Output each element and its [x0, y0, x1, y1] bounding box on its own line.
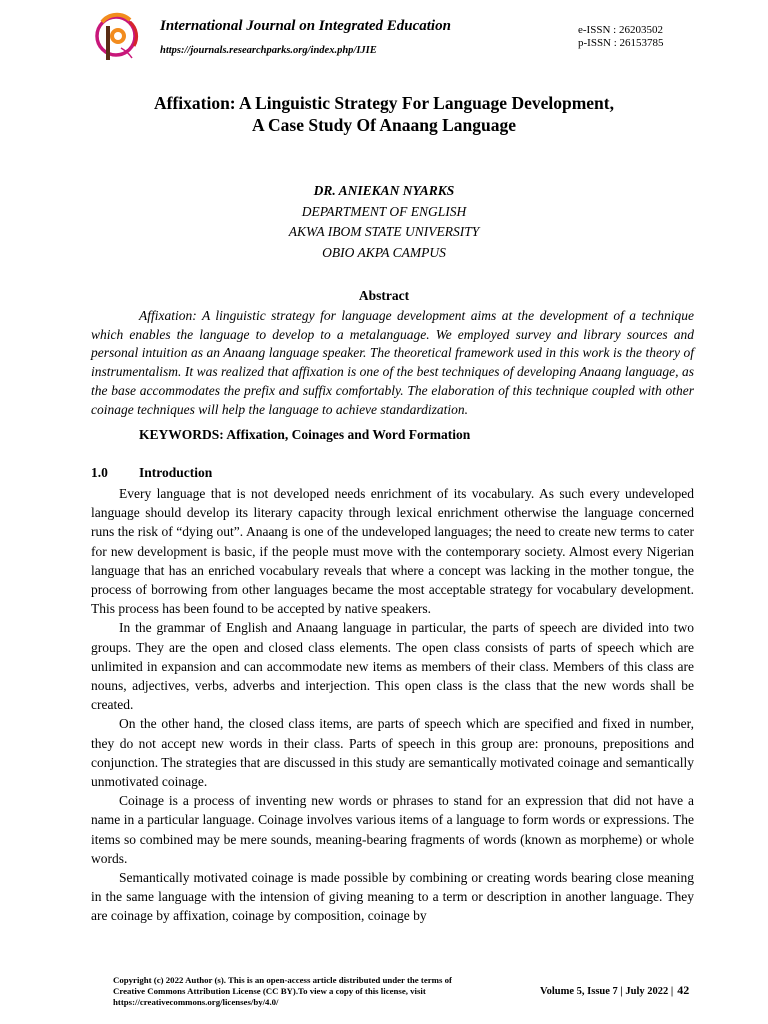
abstract-text: Affixation: A linguistic strategy for language development aims at the development of a technique which enables the language to develop to a metalanguage. We employed survey and library sources and personal intuition as an Anaang language speaker. The theoretical framework used in this work is the theory of instrumentalism. It was realized that affixation is one of the best techniques of developing Anaang language, as the base accommodates the prefix and suffix comfortably. The elaboration of this technique coupled with other coinage techniques will help the language to achieve standardization. — [91, 308, 694, 417]
volume-info: Volume 5, Issue 7 | July 2022 | — [540, 986, 674, 997]
issn-block — [578, 24, 664, 50]
e-issn: e-ISSN : 26203502 — [578, 24, 663, 36]
volume-info-block — [540, 983, 689, 998]
author-department: DEPARTMENT OF ENGLISH — [301, 203, 467, 219]
keywords: KEYWORDS: Affixation, Coinages and Word Formation — [139, 427, 471, 442]
author-university: AKWA IBOM STATE UNIVERSITY — [288, 224, 480, 239]
article-title-line-1: Affixation: A Linguistic Strategy For Language Development, — [153, 93, 614, 113]
section-number: 1.0 — [91, 465, 108, 480]
paragraph: Coinage is a process of inventing new words or phrases to stand for an expression that did not have a name in a particular language. Coinage involves various items of a language to form words or expressions. The items so combined may be mere sounds, meaning-bearing fragments of words (known as morpheme) or whole words. — [91, 793, 694, 866]
author-campus: OBIO AKPA CAMPUS — [322, 244, 446, 260]
p-issn: p-ISSN : 26153785 — [578, 37, 664, 49]
article-title-line-2: A Case Study Of Anaang Language — [251, 115, 517, 135]
paragraph: Every language that is not developed needs enrichment of its vocabulary. As such every undeveloped language should develop its literary capacity through lexical enrichment otherwise the language concerned runs the risk of “dying out”. Anaang is one of the undeveloped languages; the need to create new terms to cater for new development is basic, if the people must move with the contemporary society. Almost every Nigerian language that has an enriched vocabulary reveals that where a concept was lacking in the mother tongue, the process of borrowing from other languages became the most acceptable strategy for vocabulary development. This process has been found to be accepted by native speakers. — [91, 486, 694, 617]
article-title — [0, 92, 768, 136]
paragraph: Semantically motivated coinage is made possible by combining or creating words bearing close meaning in the same language with the intension of giving meaning to a term or description in another language. They are coinage by affixation, coinage by composition, coinage by — [91, 870, 694, 924]
author-block — [0, 181, 768, 263]
author-name: DR. ANIEKAN NYARKS — [313, 183, 455, 198]
section-title: Introduction — [139, 465, 213, 480]
journal-logo-icon — [94, 12, 142, 64]
journal-title: International Journal on Integrated Education — [160, 18, 451, 34]
license-notice: Copyright (c) 2022 Author (s). This is an open-access article distributed under the terms of Creative Commons Attribution License (CC BY).To view a copy of this license, visit https://creativecommons.org/licenses/by/4.0/ — [113, 975, 452, 1007]
body-text — [91, 484, 694, 926]
page-number: 42 — [677, 983, 690, 997]
paragraph: In the grammar of English and Anaang language in particular, the parts of speech are divided into two groups. They are the open and closed class elements. The open class consists of parts of speech which are unlimited in expansion and can accommodate new items as members of their class. Members of this class are nouns, adjectives, verbs, adverbs and interjection. This open class is the class that the new words shall be created. — [91, 620, 694, 713]
abstract-heading: Abstract — [358, 288, 410, 303]
section-heading — [91, 465, 212, 481]
paragraph: On the other hand, the closed class items, are parts of speech which are specified and fixed in number, they do not accept new words in their class. Parts of speech in this group are: pronouns, prepositions and conjunction. The strategies that are discussed in this study are semantically motivated coinage and semantically unmotivated coinage. — [91, 716, 694, 790]
journal-url-link[interactable]: https://journals.researchparks.org/index.php/IJIE — [160, 45, 377, 56]
